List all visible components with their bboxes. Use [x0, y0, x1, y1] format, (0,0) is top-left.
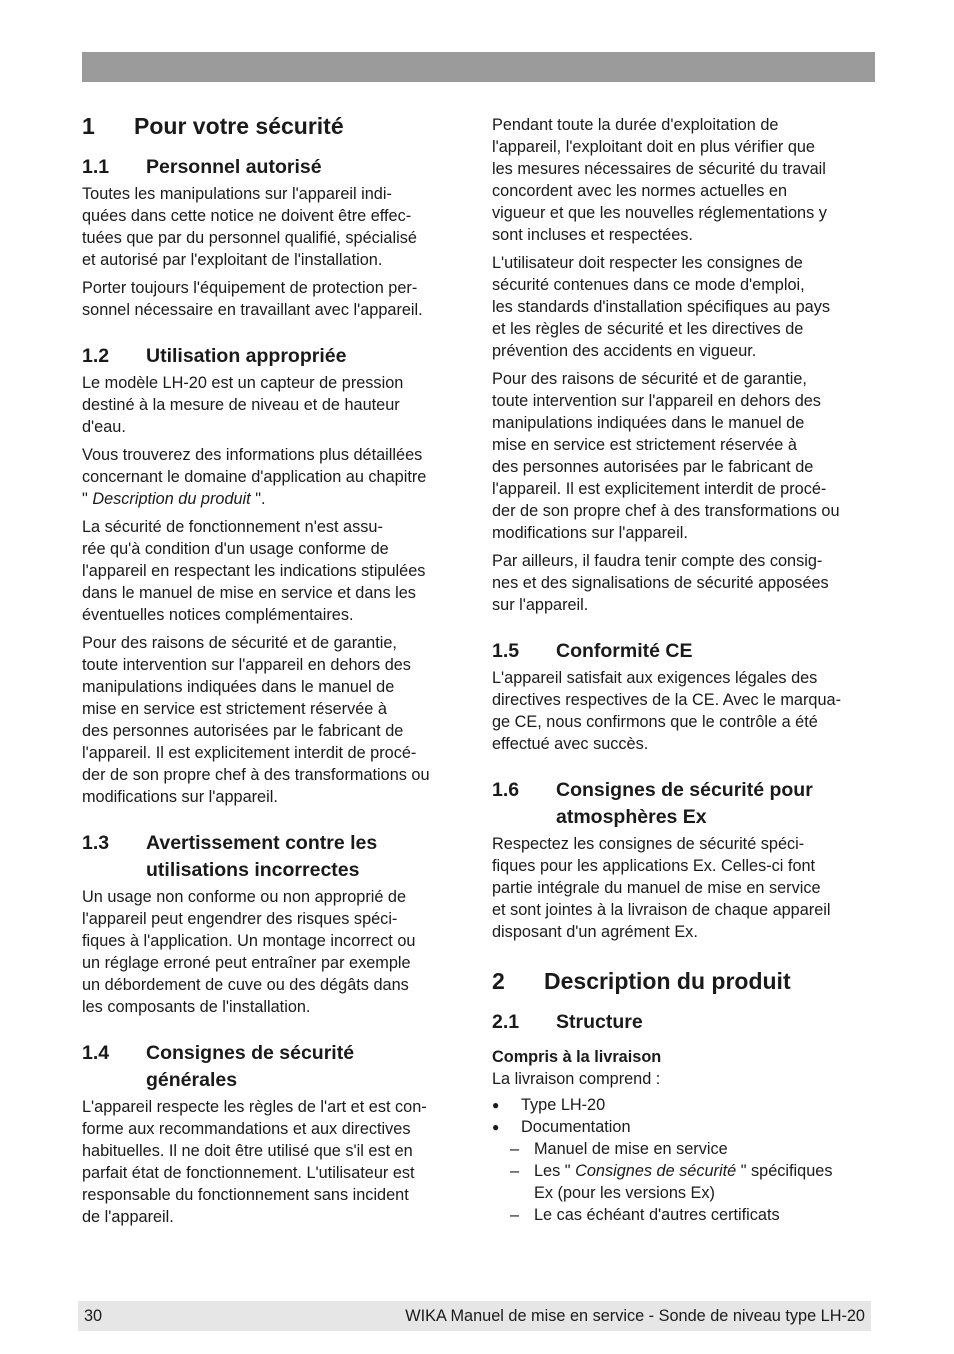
section-1-1-heading: 1.1 Personnel autorisé [82, 156, 322, 178]
footer-title: WIKA Manuel de mise en service - Sonde de niveau type LH-20 [405, 1307, 865, 1325]
dash-list [492, 1138, 876, 1226]
section-2-heading: 2 Description du produit [492, 968, 791, 994]
list-item: – Le cas échéant d'autres certificats [492, 1204, 876, 1226]
paragraph: Pour des raisons de sécurité et de garantie, toute intervention sur l'appareil en dehors des manipulations indiquées dans le manuel de mise en service est strictement réservée à des personnes autorisées par le fabricant de l'appareil. Il est explicitement interdit de procé- der de son propre chef à des transformations ou modifications sur l'appareil. [82, 634, 430, 806]
page-number: 30 [84, 1307, 103, 1325]
paragraph: Un usage non conforme ou non approprié de l'appareil peut engendrer des risques spéci- fiques à l'application. Un montage incorrect ou un réglage erroné peut entraîner par exemple un débordement de cuve ou des dégâts dans les composants de l'installation. [82, 888, 416, 1016]
bullet-list [492, 1094, 876, 1226]
right-column [492, 114, 876, 1226]
section-1-6-heading: 1.6 Consignes de sécurité pour atmosphères Ex [492, 779, 813, 828]
paragraph: Porter toujours l'équipement de protection per- sonnel nécessaire en travaillant avec l'appareil. [82, 279, 423, 319]
paragraph: Pendant toute la durée d'exploitation de l'appareil, l'exploitant doit en plus vérifier que les mesures nécessaires de sécurité du travail concordent avec les normes actuelles en vigueur et que les nouvelles réglementations y sont incluses et respectées. [492, 116, 827, 244]
section-2-1-heading: 2.1 Structure [492, 1011, 643, 1033]
left-column [82, 112, 466, 1234]
page-footer [78, 1301, 871, 1331]
section-1-2-heading: 1.2 Utilisation appropriée [82, 345, 347, 367]
section-1-heading: 1 Pour votre sécurité [82, 113, 344, 139]
paragraph: Par ailleurs, il faudra tenir compte des consig- nes et des signalisations de sécurité apposées sur l'appareil. [492, 552, 829, 614]
paragraph: La sécurité de fonctionnement n'est assu- rée qu'à condition d'un usage conforme de l'appareil en respectant les indications stipulées dans le manuel de mise en service et dans les éventuelles notices complémentaires. [82, 518, 426, 624]
section-1-4-heading: 1.4 Consignes de sécurité générales [82, 1042, 355, 1091]
list-item: – Les " Consignes de sécurité " spécifiques Ex (pour les versions Ex) [492, 1160, 876, 1204]
subheading: Compris à la livraison [492, 1048, 662, 1066]
list-item: – Manuel de mise en service [492, 1138, 876, 1160]
list-item: ● Type LH-20 [492, 1094, 876, 1116]
paragraph: L'appareil satisfait aux exigences légales des directives respectives de la CE. Avec le marqua- ge CE, nous confirmons que le contrôle a été effectué avec succès. [492, 669, 841, 753]
header-bar [82, 52, 875, 82]
paragraph: La livraison comprend : [492, 1070, 661, 1088]
paragraph: Respectez les consignes de sécurité spéci- fiques pour les applications Ex. Celles-ci font partie intégrale du manuel de mise en service et sont jointes à la livraison de chaque appareil disposant d'un agrément Ex. [492, 835, 831, 941]
paragraph: Vous trouverez des informations plus détaillées concernant le domaine d'application au chapitre " Description du produit ". [82, 446, 427, 508]
paragraph: L'appareil respecte les règles de l'art et est con- forme aux recommandations et aux directives habituelles. Il ne doit être utilisé que s'il est en parfait état de fonctionnement. L'utilisateur est responsable du fonctionnement sans incident de l'appareil. [82, 1098, 427, 1226]
section-1-3-heading: 1.3 Avertissement contre les utilisations incorrectes [82, 832, 378, 881]
section-1-5-heading: 1.5 Conformité CE [492, 640, 693, 662]
paragraph: Le modèle LH-20 est un capteur de pression destiné à la mesure de niveau et de hauteur d'eau. [82, 374, 404, 436]
paragraph: Pour des raisons de sécurité et de garantie, toute intervention sur l'appareil en dehors des manipulations indiquées dans le manuel de mise en service est strictement réservée à des personnes autorisées par le fabricant de l'appareil. Il est explicitement interdit de procé- der de son propre chef à des transformations ou modifications sur l'appareil. [492, 370, 840, 542]
paragraph: L'utilisateur doit respecter les consignes de sécurité contenues dans ce mode d'emploi, les standards d'installation spécifiques au pays et les règles de sécurité et les directives de prévention des accidents en vigueur. [492, 254, 830, 360]
paragraph: Toutes les manipulations sur l'appareil indi- quées dans cette notice ne doivent être effec- tuées que par du personnel qualifié, spécialisé et autorisé par l'exploitant de l'installation. [82, 185, 417, 269]
list-item: ● Documentation – Manuel de mise en service – Les " Consignes de sécurité " spécifiques Ex (pour les versions Ex) – Le cas échéant d'autres certificats [492, 1116, 876, 1226]
